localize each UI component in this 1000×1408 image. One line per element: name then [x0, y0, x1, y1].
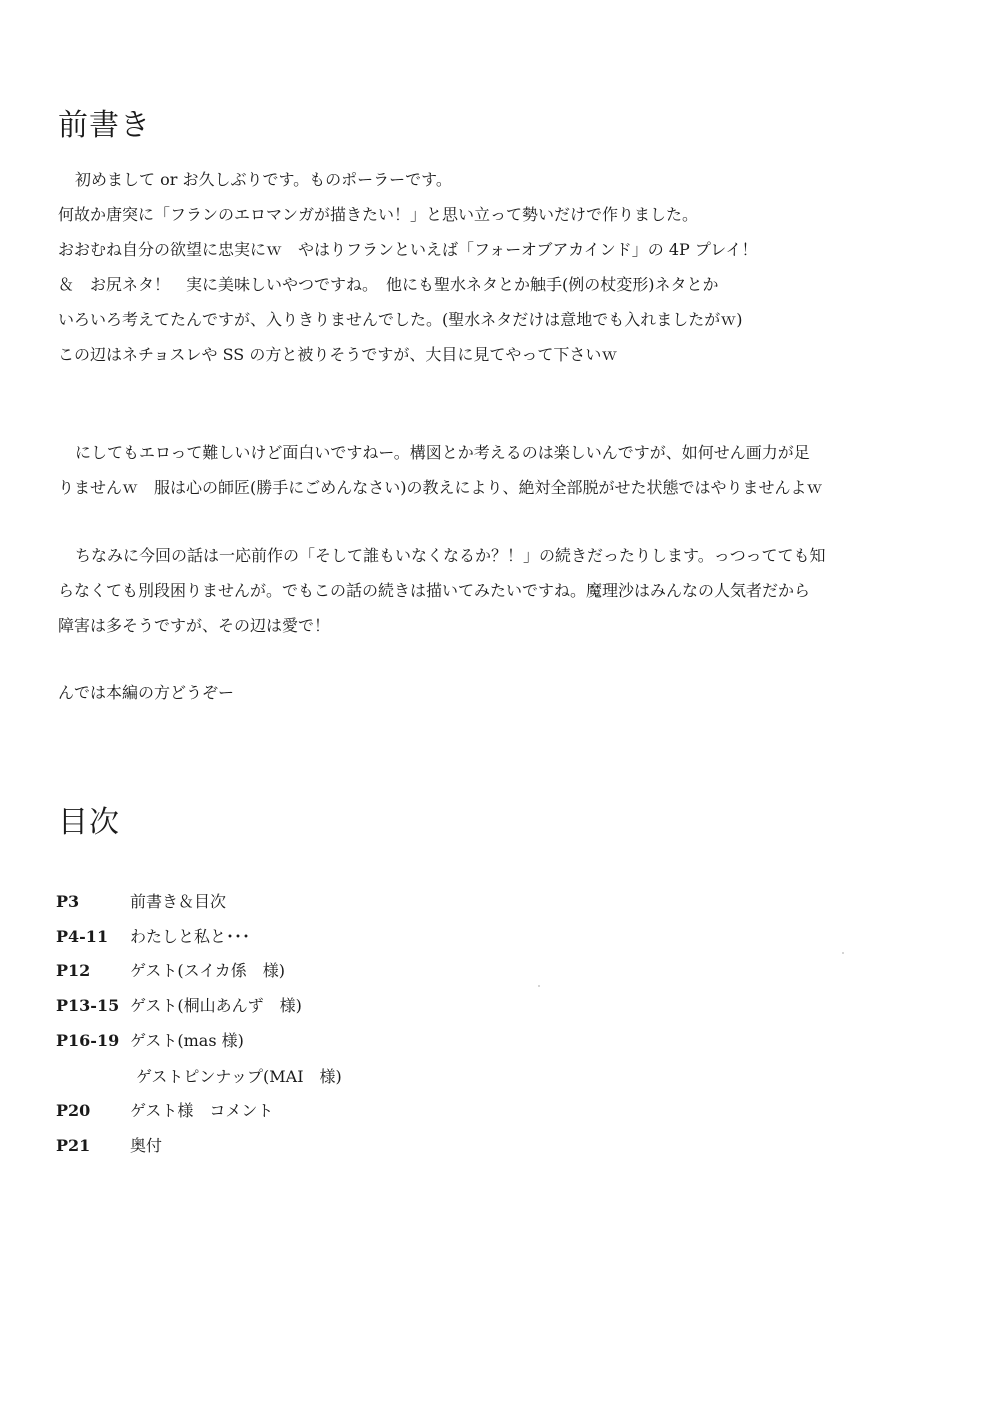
toc-entry-title: 奥付 [130, 1136, 163, 1155]
scan-speck [842, 952, 844, 954]
text-line: いろいろ考えてたんですが、入りきりませんでした。(聖水ネタだけは意地でも入れましたがｗ) [58, 310, 743, 329]
preface-heading: 前書き [58, 108, 151, 143]
text-line: 何故か唐突に「フランのエロマンガが描きたい！」と思い立って勢いだけで作りました。 [58, 205, 699, 224]
text-line: にしてもエロって難しいけど面白いですねー。構図とか考えるのは楽しいんですが、如何せん画力が足 [75, 443, 810, 462]
text-line: おおむね自分の欲望に忠実にｗ やはりフランといえば「フォーオブアカインド」の 4P プレイ！ [58, 240, 758, 259]
toc-entry-title: ゲスト様 コメント [130, 1101, 274, 1120]
toc-entry-title: 前書き＆目次 [130, 892, 227, 911]
toc-page-number: P21 [56, 1136, 91, 1155]
text-line: ちなみに今回の話は一応前作の「そして誰もいなくなるか？！」の続きだったりします。っつってても知 [75, 546, 826, 565]
text-line: らなくても別段困りませんが。でもこの話の続きは描いてみたいですね。魔理沙はみんなの人気者だから [58, 581, 811, 600]
toc-page-number: P20 [56, 1101, 91, 1120]
text-line: んでは本編の方どうぞー [58, 683, 235, 702]
toc-page-number: P16-19 [56, 1031, 120, 1050]
scan-speck [538, 985, 540, 987]
toc-page-number: P3 [56, 892, 80, 911]
toc-entry-title: ゲスト(mas 様) [130, 1031, 244, 1050]
text-line: この辺はネチョスレや SS の方と被りそうですが、大目に見てやって下さいｗ [58, 345, 618, 364]
text-line: 障害は多そうですが、その辺は愛で！ [58, 616, 331, 635]
toc-entry-title: ゲスト(桐山あんず 様) [130, 996, 302, 1015]
toc-entry-title: わたしと私と･･･ [130, 927, 251, 946]
text-line: ＆ お尻ネタ！ 実に美味しいやつですね。 他にも聖水ネタとか触手(例の杖変形)ネタとか [58, 275, 719, 294]
toc-page-number: P12 [56, 961, 91, 980]
text-line: 初めまして or お久しぶりです。ものポーラーです。 [75, 170, 452, 189]
toc-page-number: P4-11 [56, 927, 109, 946]
toc-entry-title: ゲストピンナップ(MAI 様) [136, 1067, 342, 1086]
toc-page-number: P13-15 [56, 996, 120, 1015]
toc-entry-title: ゲスト(スイカ係 様) [130, 961, 286, 980]
text-line: りませんｗ 服は心の師匠(勝手にごめんなさい)の教えにより、絶対全部脱がせた状態ではやりませんよｗ [58, 478, 823, 497]
toc-heading: 目次 [58, 805, 120, 840]
